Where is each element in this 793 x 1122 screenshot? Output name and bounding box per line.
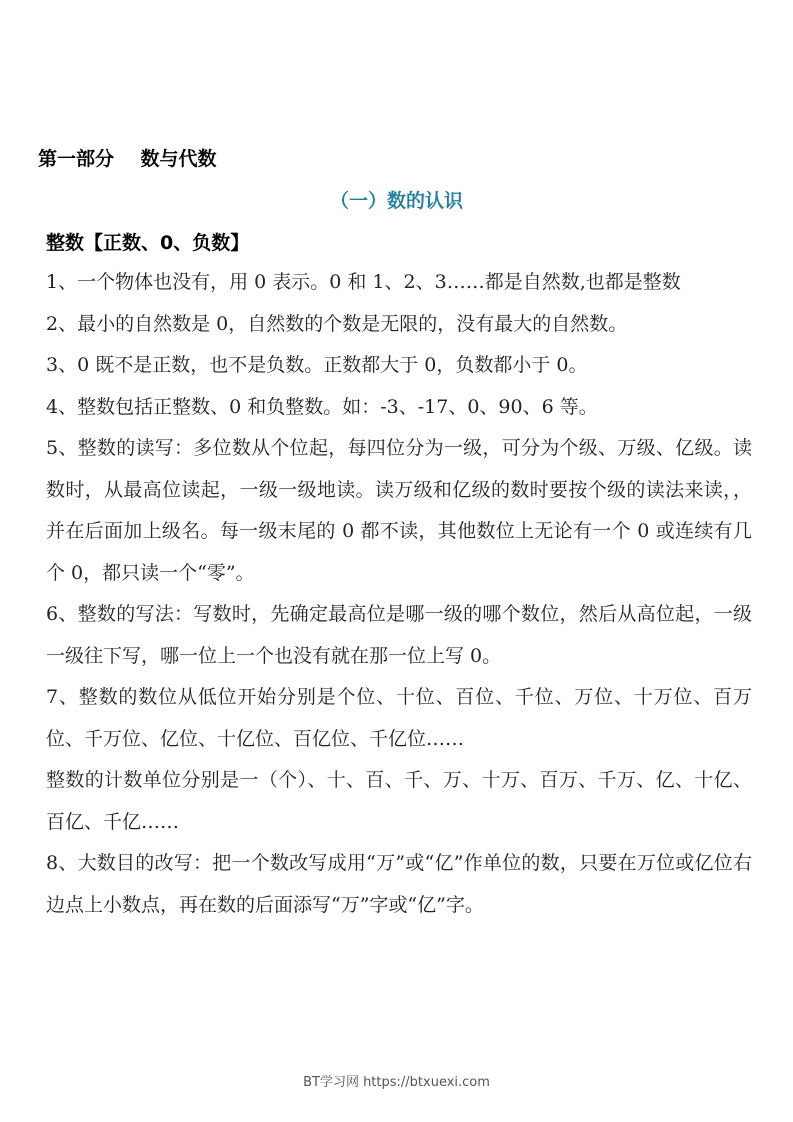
part-title: 第一部分 数与代数	[38, 148, 217, 170]
sub-title: 整数【正数、0、负数】	[46, 232, 250, 254]
paragraph-2: 2、最小的自然数是 0，自然数的个数是无限的，没有最大的自然数。	[46, 312, 628, 335]
footer-watermark: BT学习网 https://btxuexi.com	[303, 1075, 490, 1090]
paragraph-5: 5、整数的读写：多位数从个位起，每四位分为一级，可分为个级、万级、亿级。读数时，从最高位读起，一级一级地读。读万级和亿级的数时要按个级的读法来读，，并在后面加上级名。每一级末尾的 0 都不读，其他数位上无论有一个 0 或连续有几个 0，都只读一个“零”。	[46, 437, 752, 584]
paragraph-7-units: 整数的计数单位分别是一（个）、十、百、千、万、十万、百万、千万、亿、十亿、百亿、千亿……	[46, 769, 752, 833]
paragraph-1: 1、一个物体也没有，用 0 表示。0 和 1、2、3……都是自然数,也都是整数	[46, 271, 681, 293]
section-title: （一）数的认识	[329, 190, 463, 212]
content	[46, 262, 752, 926]
paragraph-7: 7、整数的数位从低位开始分别是个位、十位、百位、千位、万位、十万位、百万位、千万位、亿位、十亿位、百亿位、千亿位……	[46, 686, 752, 750]
paragraph-6: 6、整数的写法：写数时，先确定最高位是哪一级的哪个数位，然后从高位起，一级一级往下写，哪一位上一个也没有就在那一位上写 0。	[46, 603, 752, 667]
paragraph-8: 8、大数目的改写：把一个数改写成用“万”或“亿”作单位的数，只要在万位或亿位右边点上小数点，再在数的后面添写“万”字或“亿”字。	[46, 852, 752, 916]
paragraph-4: 4、整数包括正整数、0 和负整数。如：-3、-17、0、90、6 等。	[46, 395, 598, 418]
paragraph-3: 3、0 既不是正数，也不是负数。正数都大于 0，负数都小于 0。	[46, 354, 588, 376]
